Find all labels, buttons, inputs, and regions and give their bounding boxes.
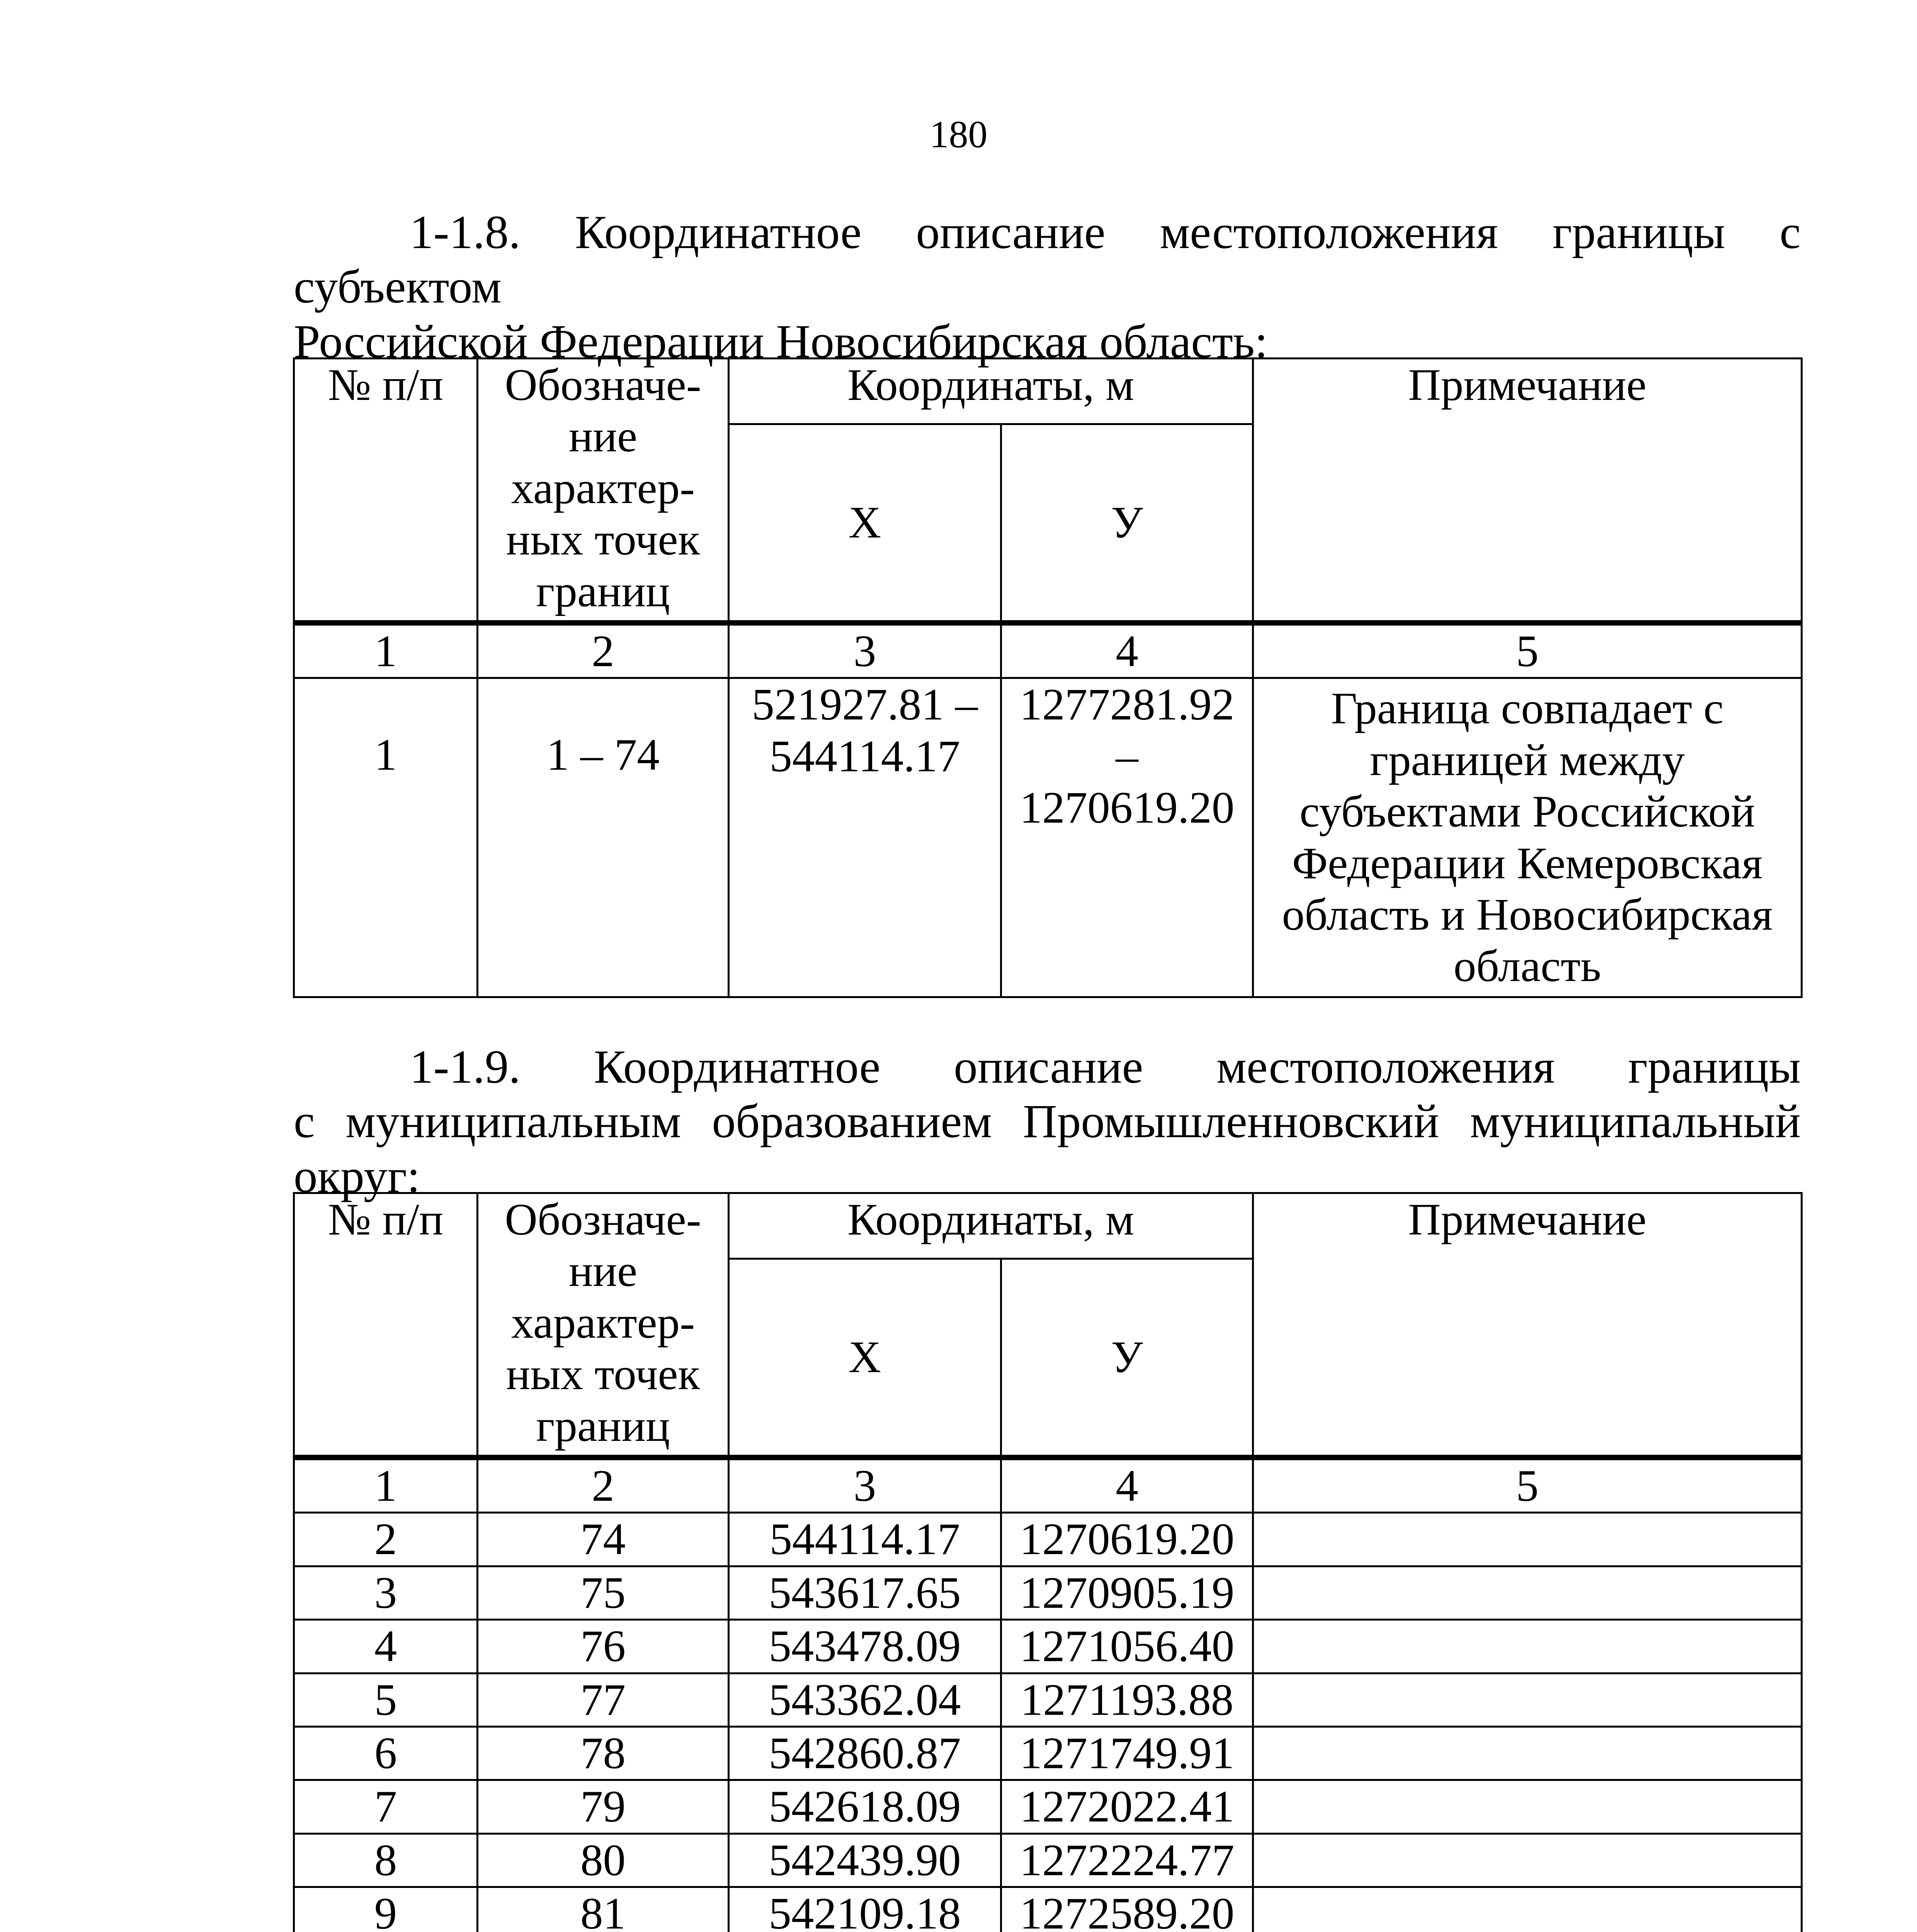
- page-number: 180: [929, 113, 988, 156]
- row-point: 81: [478, 1887, 729, 1932]
- table-novosibirsk-boundary: [293, 357, 1803, 998]
- row-note: Граница совпадает с границей между субъектами Российской Федерации Кемеровская область и Новосибирская область: [1253, 678, 1802, 997]
- row-x: [729, 678, 1001, 997]
- row-num: 5: [294, 1673, 478, 1726]
- row-point: 80: [478, 1833, 729, 1887]
- header-coordinates: Координаты, м: [729, 359, 1253, 424]
- column-number: 1: [294, 623, 478, 678]
- table-row: [294, 1887, 1802, 1932]
- header-num: № п/п: [294, 359, 478, 623]
- column-number: 5: [1253, 1458, 1802, 1513]
- row-y: 1271056.40: [1001, 1620, 1253, 1673]
- row-note: [1253, 1726, 1802, 1780]
- header-y: У: [1001, 424, 1253, 623]
- table-row: [294, 678, 1802, 997]
- table-row: [294, 1566, 1802, 1619]
- header-designation: Обозначе- ние характер- ных точек границ: [478, 1193, 729, 1458]
- table-row: [294, 1726, 1802, 1780]
- row-num: 1: [294, 678, 478, 997]
- y-range-end: 1270619.20: [1019, 783, 1235, 833]
- header-x: X: [729, 1259, 1001, 1458]
- column-numbers-row: [294, 623, 1802, 678]
- table-row: [294, 1673, 1802, 1726]
- column-numbers-row: [294, 1458, 1802, 1513]
- table-row: [294, 1513, 1802, 1566]
- column-number: 4: [1001, 1458, 1253, 1513]
- column-number: 2: [478, 623, 729, 678]
- row-x: 542860.87: [729, 1726, 1001, 1780]
- row-x: 543362.04: [729, 1673, 1001, 1726]
- section-heading-line: 1-1.8. Координатное описание местоположения границы с субъектом: [294, 206, 1801, 313]
- column-number: 3: [729, 1458, 1001, 1513]
- x-range-start: 521927.81 –: [752, 680, 978, 730]
- row-note: [1253, 1620, 1802, 1673]
- row-x: 542439.90: [729, 1833, 1001, 1887]
- header-coordinates: Координаты, м: [729, 1193, 1253, 1259]
- header-x: X: [729, 424, 1001, 623]
- row-num: 2: [294, 1513, 478, 1566]
- section-heading-line: 1-1.9. Координатное описание местоположения границы: [410, 1040, 1801, 1093]
- row-note: [1253, 1887, 1802, 1932]
- table-promyshlennovsky-boundary: [293, 1192, 1803, 1932]
- section-heading-line: Российской Федерации Новосибирская область:: [294, 315, 1268, 368]
- table-row: [294, 1620, 1802, 1673]
- row-y: 1272022.41: [1001, 1780, 1253, 1833]
- section-heading-line: с муниципальным образованием Промышленновский муниципальный округ:: [294, 1095, 1801, 1202]
- header-num: № п/п: [294, 1193, 478, 1458]
- section-heading-1-1-9: [294, 1039, 1801, 1203]
- row-num: 7: [294, 1780, 478, 1833]
- section-heading-1-1-8: [294, 205, 1801, 369]
- header-note: Примечание: [1253, 1193, 1802, 1458]
- row-y: 1272589.20: [1001, 1887, 1253, 1932]
- row-y: 1271749.91: [1001, 1726, 1253, 1780]
- row-point: 79: [478, 1780, 729, 1833]
- row-x: 544114.17: [729, 1513, 1001, 1566]
- y-range-start: 1277281.92: [1019, 680, 1235, 730]
- row-num: 9: [294, 1887, 478, 1932]
- header-y: У: [1001, 1259, 1253, 1458]
- x-range-end: 544114.17: [769, 731, 960, 781]
- row-y: 1271193.88: [1001, 1673, 1253, 1726]
- row-num: 3: [294, 1566, 478, 1619]
- row-note: [1253, 1566, 1802, 1619]
- header-note: Примечание: [1253, 359, 1802, 623]
- column-number: 2: [478, 1458, 729, 1513]
- row-point: 76: [478, 1620, 729, 1673]
- y-range-dash: –: [1116, 731, 1138, 781]
- row-y: [1001, 678, 1253, 997]
- row-y: 1270905.19: [1001, 1566, 1253, 1619]
- column-number: 3: [729, 623, 1001, 678]
- header-designation: Обозначе- ние характер- ных точек границ: [478, 359, 729, 623]
- row-designation: 1 – 74: [478, 678, 729, 997]
- column-number: 5: [1253, 623, 1802, 678]
- column-number: 1: [294, 1458, 478, 1513]
- table-row: [294, 1780, 1802, 1833]
- row-point: 77: [478, 1673, 729, 1726]
- row-num: 6: [294, 1726, 478, 1780]
- row-x: 543617.65: [729, 1566, 1001, 1619]
- row-y: 1272224.77: [1001, 1833, 1253, 1887]
- row-note: [1253, 1673, 1802, 1726]
- column-number: 4: [1001, 623, 1253, 678]
- row-num: 8: [294, 1833, 478, 1887]
- row-y: 1270619.20: [1001, 1513, 1253, 1566]
- row-num: 4: [294, 1620, 478, 1673]
- row-note: [1253, 1780, 1802, 1833]
- row-point: 75: [478, 1566, 729, 1619]
- row-x: 542109.18: [729, 1887, 1001, 1932]
- row-note: [1253, 1833, 1802, 1887]
- row-x: 542618.09: [729, 1780, 1001, 1833]
- row-point: 78: [478, 1726, 729, 1780]
- row-note: [1253, 1513, 1802, 1566]
- row-point: 74: [478, 1513, 729, 1566]
- table-row: [294, 1833, 1802, 1887]
- row-x: 543478.09: [729, 1620, 1001, 1673]
